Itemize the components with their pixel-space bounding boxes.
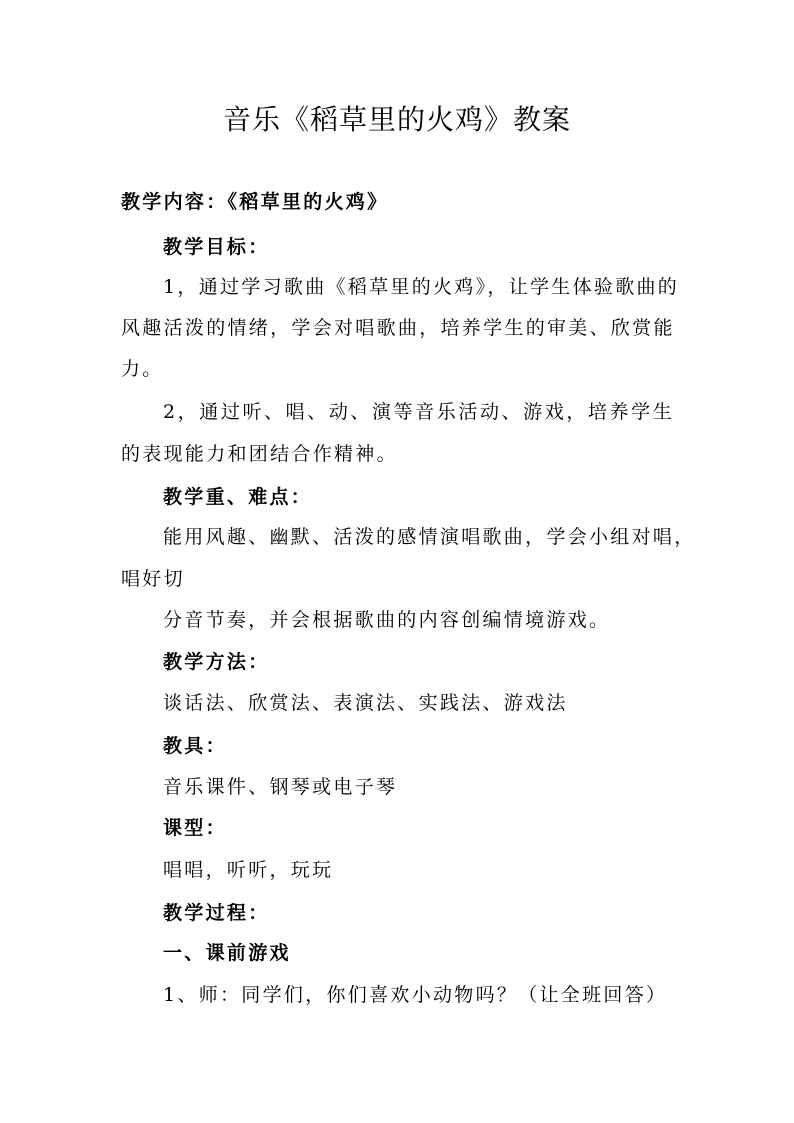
section-one-heading: 一、课前游戏 [163, 942, 291, 964]
key-points-line-2: 唱好切 [121, 568, 185, 590]
goal-2-line-2: 的表现能力和团结合作精神。 [121, 443, 398, 465]
teaching-content-line: 教学内容：《稻草里的火鸡》 [121, 191, 389, 213]
teaching-goals-heading: 教学目标： [163, 236, 270, 258]
document-title: 音乐《稻草里的火鸡》教案 [222, 103, 571, 136]
lesson-type-heading: 课型： [163, 817, 227, 839]
lesson-type-text: 唱唱，听听，玩玩 [163, 859, 334, 881]
goal-2-line-1: 2，通过听、唱、动、演等音乐活动、游戏，培养学生 [163, 401, 674, 423]
goal-1-line-1: 1，通过学习歌曲《稻草里的火鸡》，让学生体验歌曲的 [163, 276, 680, 298]
teaching-methods-text: 谈话法、欣赏法、表演法、实践法、游戏法 [163, 692, 568, 714]
section-one-item-1: 1、师：同学们，你们喜欢小动物吗？（让全班回答） [163, 984, 668, 1006]
goal-1-line-3: 力。 [121, 358, 164, 380]
goal-1-line-2: 风趣活泼的情绪，学会对唱歌曲，培养学生的审美、欣赏能 [121, 317, 675, 339]
teaching-aids-text: 音乐课件、钢琴或电子琴 [163, 776, 398, 798]
key-points-line-3: 分音节奏，并会根据歌曲的内容创编情境游戏。 [163, 609, 611, 631]
key-points-line-1: 能用风趣、幽默、活泼的感情演唱歌曲，学会小组对唱， [163, 526, 696, 548]
teaching-process-heading: 教学过程： [163, 902, 270, 924]
teaching-aids-heading: 教具： [163, 735, 227, 757]
key-points-heading: 教学重、难点： [163, 486, 313, 508]
teaching-methods-heading: 教学方法： [163, 651, 270, 673]
